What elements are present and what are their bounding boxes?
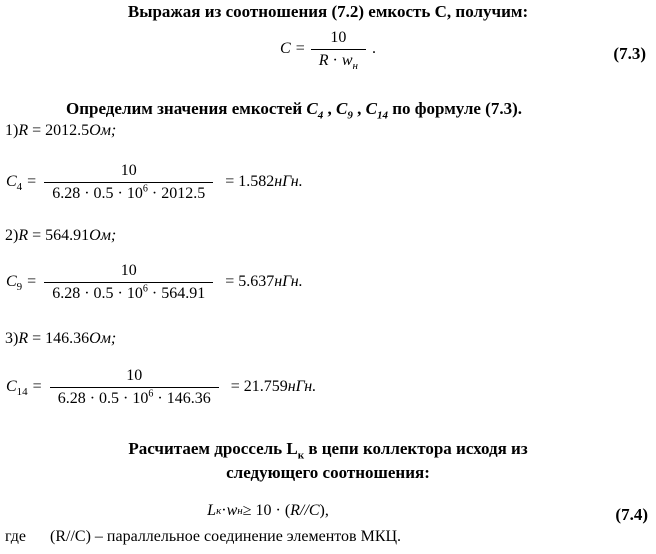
- exponent-6: 6: [148, 388, 154, 400]
- footnote-where: где: [5, 528, 27, 545]
- separator: ,: [323, 99, 336, 118]
- equation-result: [231, 378, 317, 396]
- case-3-equation: [6, 358, 316, 416]
- case-index: 1): [5, 122, 19, 139]
- denominator-factors: 6.28 · 0.5 · 10: [52, 184, 143, 202]
- define-heading-pre: Определим значения емкостей: [66, 99, 307, 118]
- fraction-denominator: [311, 49, 366, 70]
- period: .: [371, 40, 376, 57]
- exponent-6: 6: [142, 283, 148, 295]
- math-symbol-r: R: [18, 122, 29, 139]
- resistance-unit: Ом;: [89, 122, 117, 139]
- equals-sign: =: [27, 273, 37, 290]
- math-symbol-w: w: [341, 51, 353, 69]
- fraction-denominator: [50, 387, 219, 408]
- result-unit: нГн.: [287, 378, 317, 395]
- define-heading-post: по формуле (7.3).: [387, 99, 523, 118]
- fraction-numerator: 10: [120, 261, 137, 279]
- math-symbol-r: R: [290, 502, 300, 519]
- choke-heading-pre: Расчитаем дроссель L: [128, 439, 298, 458]
- math-symbol-c: C: [6, 378, 17, 395]
- fraction-numerator: 10: [330, 28, 347, 46]
- multiply-dot: ·: [221, 502, 227, 519]
- subscript-k: к: [297, 449, 305, 462]
- case-1-resistance: [5, 122, 116, 140]
- case-index: 2): [5, 227, 19, 244]
- fraction: [311, 29, 366, 70]
- formula-7-3-lhs: [280, 40, 305, 58]
- fraction-numerator: 10: [126, 366, 143, 384]
- result-unit: нГн.: [274, 273, 303, 290]
- fraction-denominator: [44, 182, 213, 203]
- separator: ,: [352, 99, 366, 118]
- formula-7-3-label: (7.3): [613, 44, 646, 63]
- result-unit: нГн.: [274, 173, 303, 190]
- equals-sign: =: [27, 173, 37, 190]
- math-symbol-c4: C: [306, 99, 318, 118]
- resistance-value: = 564.91: [28, 227, 90, 244]
- resistance-unit: Ом;: [89, 330, 117, 347]
- fraction-denominator: [44, 282, 213, 303]
- subscript-14: 14: [376, 109, 388, 122]
- math-symbol-c14: C: [365, 99, 377, 118]
- choke-heading-post: в цепи коллектора исходя из следующего соотношения:: [226, 439, 528, 482]
- define-heading: [0, 99, 656, 122]
- equation-result: [225, 273, 303, 291]
- subscript-4: 4: [16, 181, 23, 194]
- equation-lhs: [6, 273, 37, 294]
- choke-heading: [93, 437, 563, 485]
- formula-7-3: [0, 25, 656, 73]
- fraction-numerator: 10: [120, 161, 137, 179]
- formula-7-4: L к · w н ≥ 10 · ( R // C ),: [207, 502, 329, 519]
- denominator-factors: 6.28 · 0.5 · 10: [57, 389, 149, 407]
- result-value: = 1.582: [225, 173, 275, 190]
- result-value: = 21.759: [230, 378, 288, 395]
- math-symbol-c: C: [308, 502, 320, 519]
- case-3-resistance: [5, 330, 116, 348]
- multiply-dot: ·: [332, 51, 338, 69]
- fraction: [44, 162, 213, 203]
- math-symbol-c: C: [6, 173, 17, 190]
- geq-expression: ≥ 10 · (: [242, 502, 291, 519]
- closing-paren: ),: [319, 502, 329, 519]
- intro-heading: Выражая из соотношения (7.2) емкость С, получим:: [127, 2, 529, 21]
- subscript-n: н: [352, 59, 358, 72]
- footnote: [5, 528, 401, 546]
- denominator-resistance: · 146.36: [153, 389, 211, 407]
- resistance-unit: Ом;: [89, 227, 117, 244]
- case-index: 3): [5, 330, 19, 347]
- equals-sign: =: [32, 378, 42, 395]
- subscript-4: 4: [317, 109, 324, 122]
- math-symbol-c: C: [280, 40, 291, 57]
- math-symbol-c9: C: [336, 99, 348, 118]
- equals-sign: =: [295, 40, 305, 57]
- subscript-9: 9: [16, 281, 23, 294]
- exponent-6: 6: [142, 183, 148, 195]
- fraction: [44, 262, 213, 303]
- denominator-resistance: · 2012.5: [147, 184, 206, 202]
- result-value: = 5.637: [225, 273, 275, 290]
- math-symbol-l: L: [207, 502, 217, 519]
- math-symbol-r: R: [18, 330, 29, 347]
- formula-7-4-label: (7.4): [615, 505, 648, 524]
- case-2-resistance: [5, 227, 116, 245]
- resistance-value: = 146.36: [28, 330, 90, 347]
- resistance-value: = 2012.5: [28, 122, 90, 139]
- case-1-equation: [6, 153, 303, 211]
- case-2-equation: [6, 253, 303, 311]
- equation-result: [225, 173, 303, 191]
- equation-lhs: [6, 173, 37, 194]
- footnote-text: (R//C) – параллельное соединение элементов МКЦ.: [50, 528, 402, 545]
- equation-lhs: [6, 378, 42, 399]
- fraction: [50, 367, 219, 408]
- math-symbol-r: R: [318, 51, 329, 69]
- parallel-sign: //: [299, 502, 309, 519]
- math-symbol-w: w: [226, 502, 238, 519]
- math-symbol-r: R: [18, 227, 29, 244]
- denominator-factors: 6.28 · 0.5 · 10: [52, 284, 143, 302]
- subscript-9: 9: [347, 109, 353, 122]
- math-symbol-c: C: [6, 273, 17, 290]
- denominator-resistance: · 564.91: [147, 284, 206, 302]
- subscript-14: 14: [16, 386, 28, 399]
